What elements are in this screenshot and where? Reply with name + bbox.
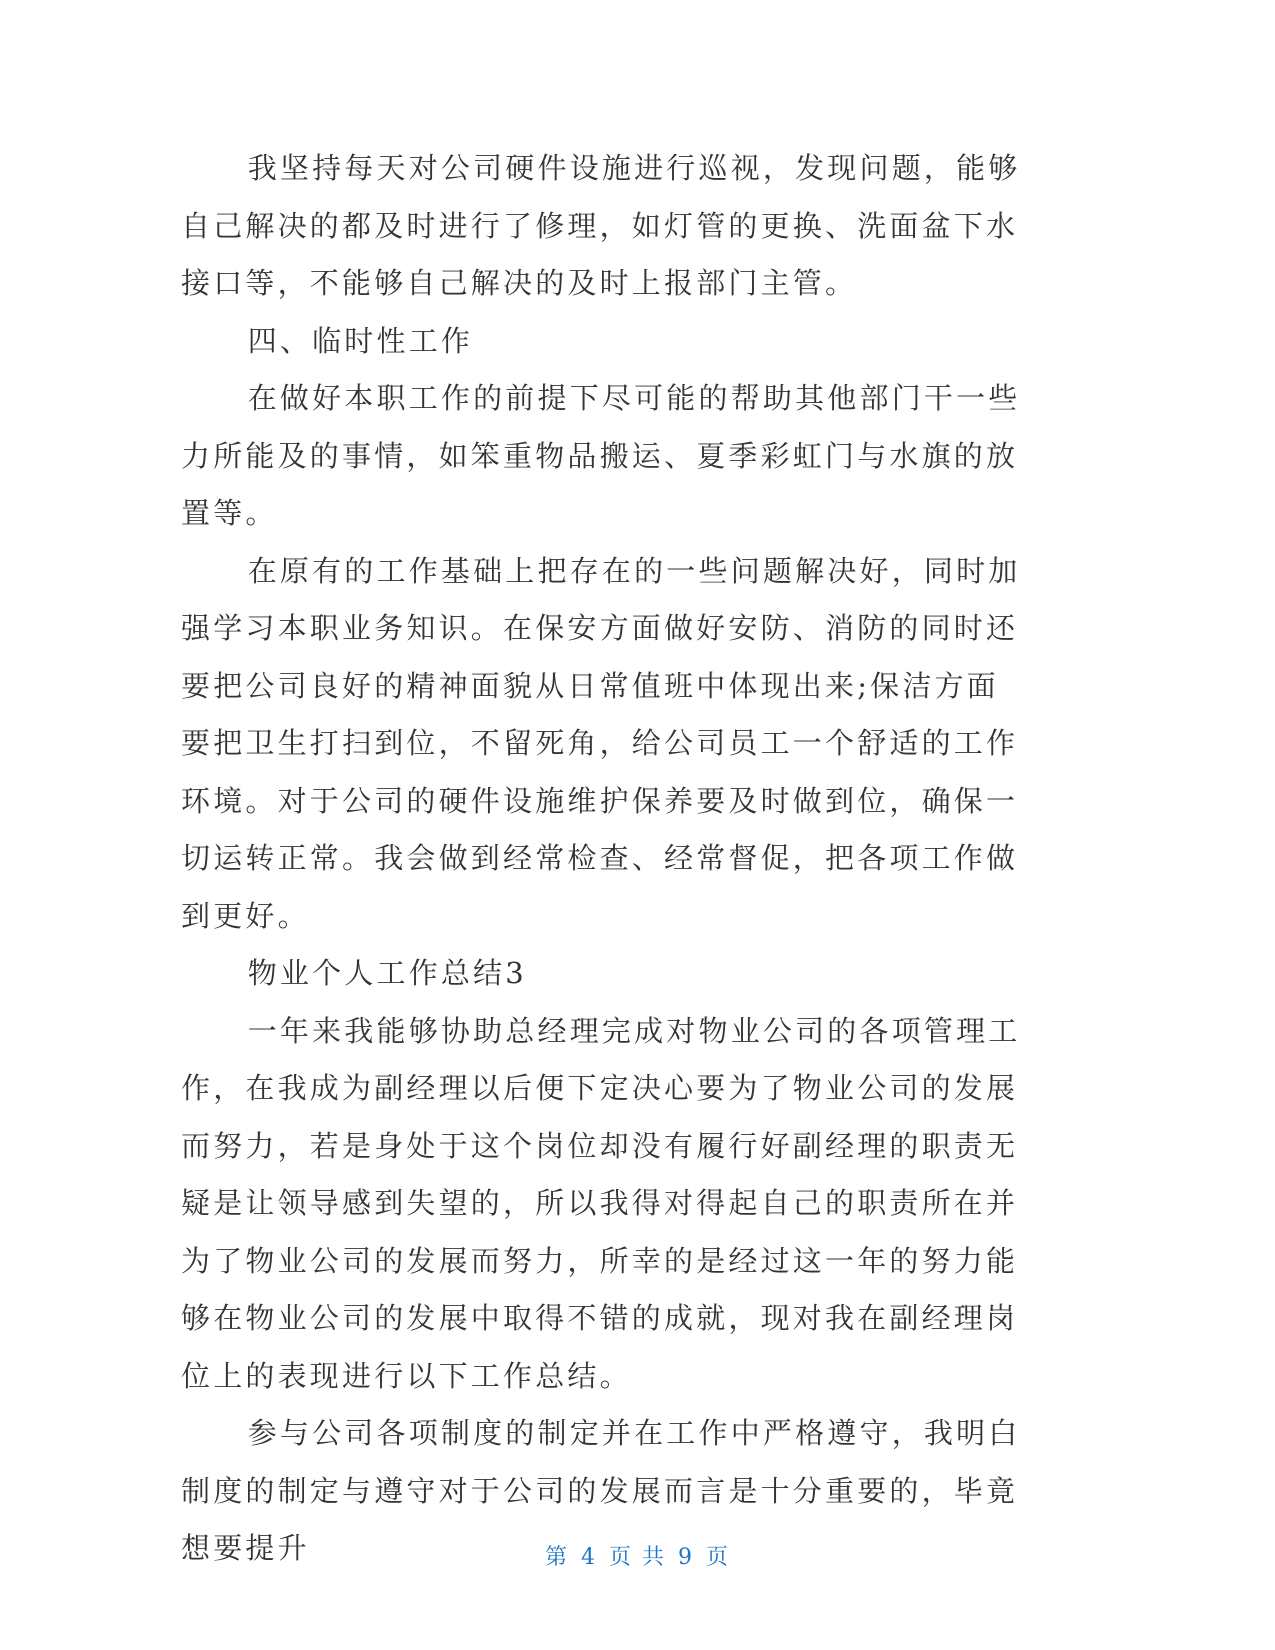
footer-total-pages: 9 xyxy=(678,1545,694,1570)
page-number-footer xyxy=(0,1540,1275,1571)
footer-middle: 页 共 xyxy=(609,1545,666,1570)
paragraph-regulations: 参与公司各项制度的制定并在工作中严格遵守，我明白制度的制定与遵守对于公司的发展而言是十分重要的，毕竟想要提升 xyxy=(181,1416,1021,1565)
paragraph-improvement-plan: 在原有的工作基础上把存在的一些问题解决好，同时加强学习本职业务知识。在保安方面做好安防、消防的同时还要把公司良好的精神面貌从日常值班中体现出来;保洁方面要把卫生打扫到位，不留死角，给公司员工一个舒适的工作环境。对于公司的硬件设施维护保养要及时做到位，确保一切运转正常。我会做到经常检查、经常督促，把各项工作做到更好。 xyxy=(181,553,1021,933)
footer-current-page: 4 xyxy=(581,1545,597,1570)
section-heading-temporary-work: 四、临时性工作 xyxy=(247,323,474,358)
footer-prefix: 第 xyxy=(544,1545,569,1570)
footer-suffix: 页 xyxy=(706,1545,731,1570)
section-heading-summary-3: 物业个人工作总结3 xyxy=(247,956,527,990)
paragraph-deputy-manager-intro: 一年来我能够协助总经理完成对物业公司的各项管理工作，在我成为副经理以后便下定决心要为了物业公司的发展而努力，若是身处于这个岗位却没有履行好副经理的职责无疑是让领导感到失望的，所以我得对得起自己的职责所在并为了物业公司的发展而努力，所幸的是经过这一年的努力能够在物业公司的发展中取得不错的成就，现对我在副经理岗位上的表现进行以下工作总结。 xyxy=(181,1013,1021,1393)
document-body xyxy=(181,140,1031,1578)
paragraph-assist-departments: 在做好本职工作的前提下尽可能的帮助其他部门干一些力所能及的事情，如笨重物品搬运、夏季彩虹门与水旗的放置等。 xyxy=(181,381,1021,530)
paragraph-hardware-inspection: 我坚持每天对公司硬件设施进行巡视，发现问题，能够自己解决的都及时进行了修理，如灯管的更换、洗面盆下水接口等，不能够自己解决的及时上报部门主管。 xyxy=(181,151,1021,300)
